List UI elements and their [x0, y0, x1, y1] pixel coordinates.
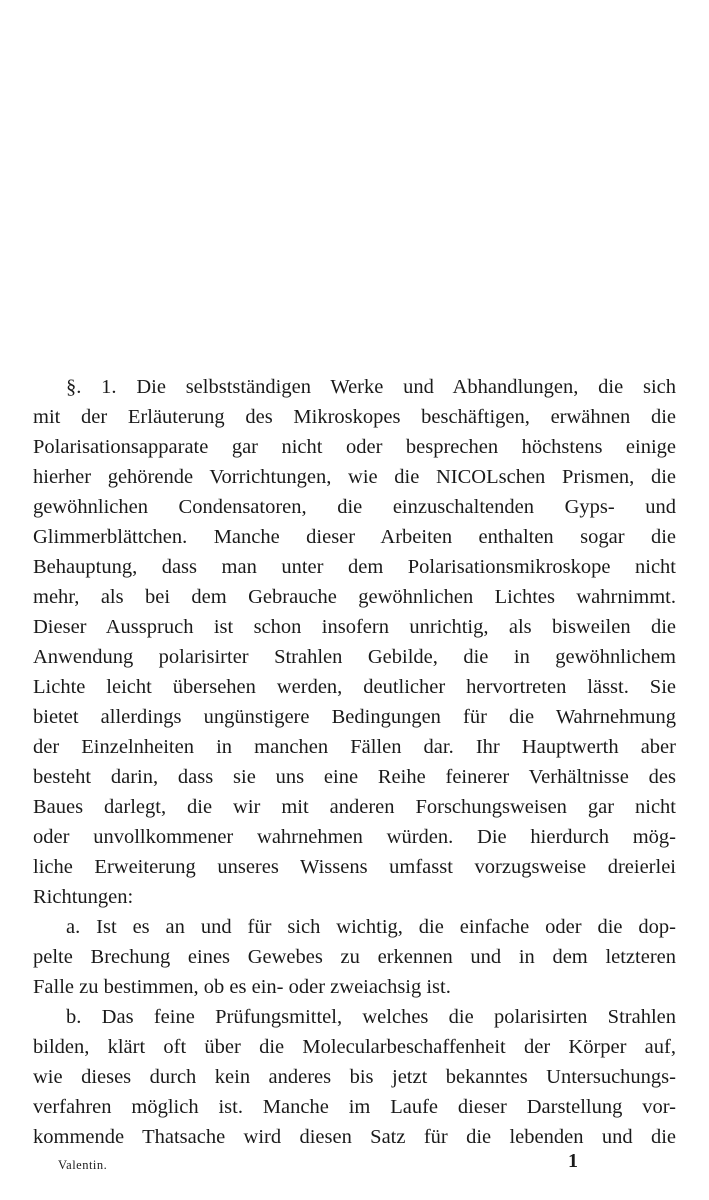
text-line: Richtungen:	[33, 886, 134, 908]
text-line: hierher gehörende Vorrichtungen, wie die NICOLschen Prismen, die	[33, 466, 676, 488]
footer-author: Valentin.	[58, 1158, 108, 1172]
text-line: Glimmerblättchen. Manche dieser Arbeiten enthalten sogar die	[33, 526, 676, 548]
text-line: bietet allerdings ungünstigere Bedingungen für die Wahrnehmung	[33, 706, 676, 728]
text-line: pelte Brechung eines Gewebes zu erkennen und in dem letzteren	[33, 946, 676, 968]
text-line: mehr, als bei dem Gebrauche gewöhnlichen Lichtes wahrnimmt.	[33, 586, 676, 608]
text-line: gewöhnlichen Condensatoren, die einzuschaltenden Gyps- und	[33, 496, 676, 518]
text-line: Polarisationsapparate gar nicht oder besprechen höchstens einige	[33, 436, 676, 458]
text-line: Anwendung polarisirter Strahlen Gebilde, die in gewöhnlichem	[33, 646, 676, 668]
text-line: besteht darin, dass sie uns eine Reihe feinerer Verhältnisse des	[33, 766, 676, 788]
page-footer	[58, 1150, 578, 1180]
page-number: 1	[568, 1150, 578, 1172]
text-line: Dieser Ausspruch ist schon insofern unrichtig, als bisweilen die	[33, 616, 676, 638]
body-text	[33, 372, 676, 1152]
text-line: mit der Erläuterung des Mikroskopes beschäftigen, erwähnen die	[33, 406, 676, 428]
text-line: b. Das feine Prüfungsmittel, welches die polarisirten Strahlen	[66, 1006, 676, 1028]
text-line: Baues darlegt, die wir mit anderen Forschungsweisen gar nicht	[33, 796, 676, 818]
text-line: a. Ist es an und für sich wichtig, die einfache oder die dop-	[66, 916, 676, 938]
text-line: oder unvollkommener wahrnehmen würden. Die hierdurch mög-	[33, 826, 676, 848]
text-line: verfahren möglich ist. Manche im Laufe dieser Darstellung vor-	[33, 1096, 676, 1118]
text-line: Lichte leicht übersehen werden, deutlicher hervortreten lässt. Sie	[33, 676, 676, 698]
text-line: Behauptung, dass man unter dem Polarisationsmikroskope nicht	[33, 556, 676, 578]
text-line: §. 1. Die selbstständigen Werke und Abhandlungen, die sich	[66, 376, 676, 398]
text-line: Falle zu bestimmen, ob es ein- oder zweiachsig ist.	[33, 976, 451, 998]
text-line: wie dieses durch kein anderes bis jetzt bekanntes Untersuchungs-	[33, 1066, 676, 1088]
text-line: kommende Thatsache wird diesen Satz für die lebenden und die	[33, 1126, 676, 1148]
text-line: der Einzelnheiten in manchen Fällen dar. Ihr Hauptwerth aber	[33, 736, 676, 758]
text-line: liche Erweiterung unseres Wissens umfasst vorzugsweise dreierlei	[33, 856, 676, 878]
text-line: bilden, klärt oft über die Molecularbeschaffenheit der Körper auf,	[33, 1036, 676, 1058]
